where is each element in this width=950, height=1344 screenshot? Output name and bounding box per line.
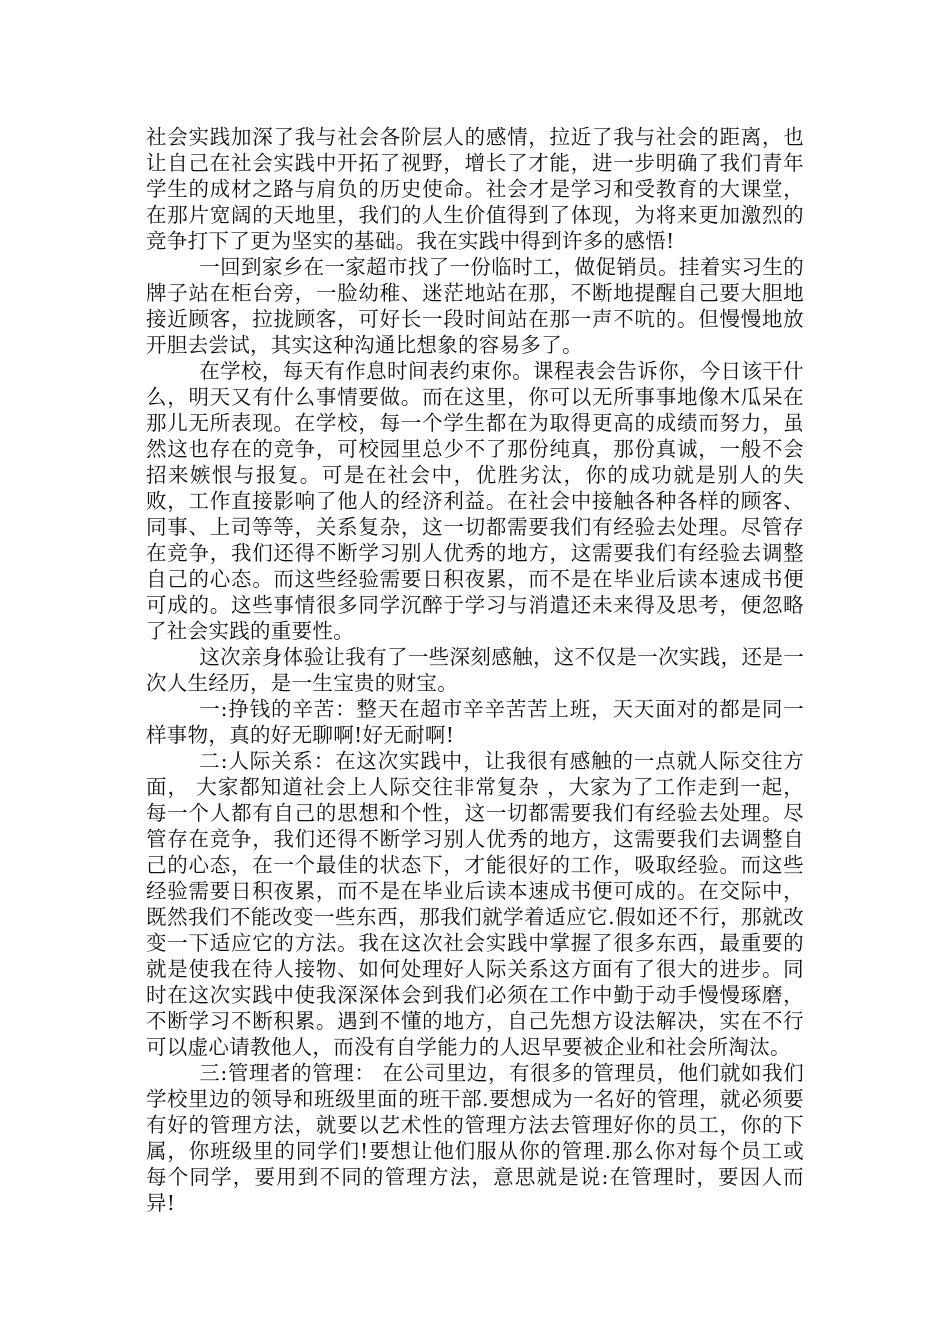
paragraph-supermarket-job: 一回到家乡在一家超市找了一份临时工，做促销员。挂着实习生的牌子站在柜台旁，一脸幼稚、迷茫地站在那，不断地提醒自己要大胆地接近顾客，拉拢顾客，可好长一段时间站在那一声不吭的。但慢慢地放开胆去尝试，其实这种沟通比想象的容易多了。 [146,255,804,357]
paragraph-experience-summary: 这次亲身体验让我有了一些深刻感触，这不仅是一次实践，还是一次人生经历，是一生宝贵的财宝。 [146,645,804,695]
paragraph-school-vs-society: 在学校，每天有作息时间表约束你。课程表会告诉你，今日该干什么，明天又有什么事情要做。而在这里，你可以无所事事地像木瓜呆在那儿无所表现。在学校，每一个学生都在为取得更高的成绩而努力，虽然这也存在的竞争，可校园里总少不了那份纯真，那份真诚，一般不会招来嫉恨与报复。可是在社会中，优胜劣汰，你的成功就是别人的失败，工作直接影响了他人的经济利益。在社会中接触各种各样的顾客、同事、上司等等，关系复杂，这一切都需要我们有经验去处理。尽管存在竞争，我们还得不断学习别人优秀的地方，这需要我们有经验去调整自己的心态。而这些经验需要日积夜累，而不是在毕业后读本速成书便可成的。这些事情很多同学沉醉于学习与消遣还未来得及思考，便忽略了社会实践的重要性。 [146,359,804,643]
paragraph-point-one: 一:挣钱的辛苦：整天在超市辛辛苦苦上班，天天面对的都是同一样事物，真的好无聊啊!好无耐啊! [146,697,804,747]
paragraph-point-three: 三:管理者的管理： 在公司里边，有很多的管理员，他们就如我们学校里边的领导和班级里面的班干部.要想成为一名好的管理，就必须要有好的管理方法，就要以艺术性的管理方法去管理好你的员工，你的下属，你班级里的同学们!要想让他们服从你的管理.那么你对每个员工或每个同学，要用到不同的管理方法，意思就是说:在管理时，要因人而异! [146,1061,804,1215]
document-body [146,124,804,1216]
paragraph-point-two: 二:人际关系：在这次实践中，让我很有感触的一点就人际交往方面， 大家都知道社会上人际交往非常复杂 ，大家为了工作走到一起， 每一个人都有自己的思想和个性，这一切都需要我们有经验去处理。尽管存在竞争，我们还得不断学习别人优秀的地方，这需要我们去调整自己的心态，在一个最佳的状态下，才能很好的工作，吸取经验。而这些经验需要日积夜累，而不是在毕业后读本速成书便可成的。在交际中，既然我们不能改变一些东西，那我们就学着适应它.假如还不行，那就改变一下适应它的方法。我在这次社会实践中掌握了很多东西，最重要的就是使我在待人接物、如何处理好人际关系这方面有了很大的进步。同时在这次实践中使我深深体会到我们必须在工作中勤于动手慢慢琢磨，不断学习不断积累。遇到不懂的地方，自己先想方设法解决，实在不行可以虚心请教他人，而没有自学能力的人迟早要被企业和社会所淘汰。 [146,749,804,1059]
paragraph-social-practice-intro: 社会实践加深了我与社会各阶层人的感情，拉近了我与社会的距离，也让自己在社会实践中开拓了视野，增长了才能，进一步明确了我们青年学生的成材之路与肩负的历史使命。社会才是学习和受教育的大课堂，在那片宽阔的天地里，我们的人生价值得到了体现，为将来更加激烈的竞争打下了更为坚实的基础。我在实践中得到许多的感悟! [146,125,804,253]
